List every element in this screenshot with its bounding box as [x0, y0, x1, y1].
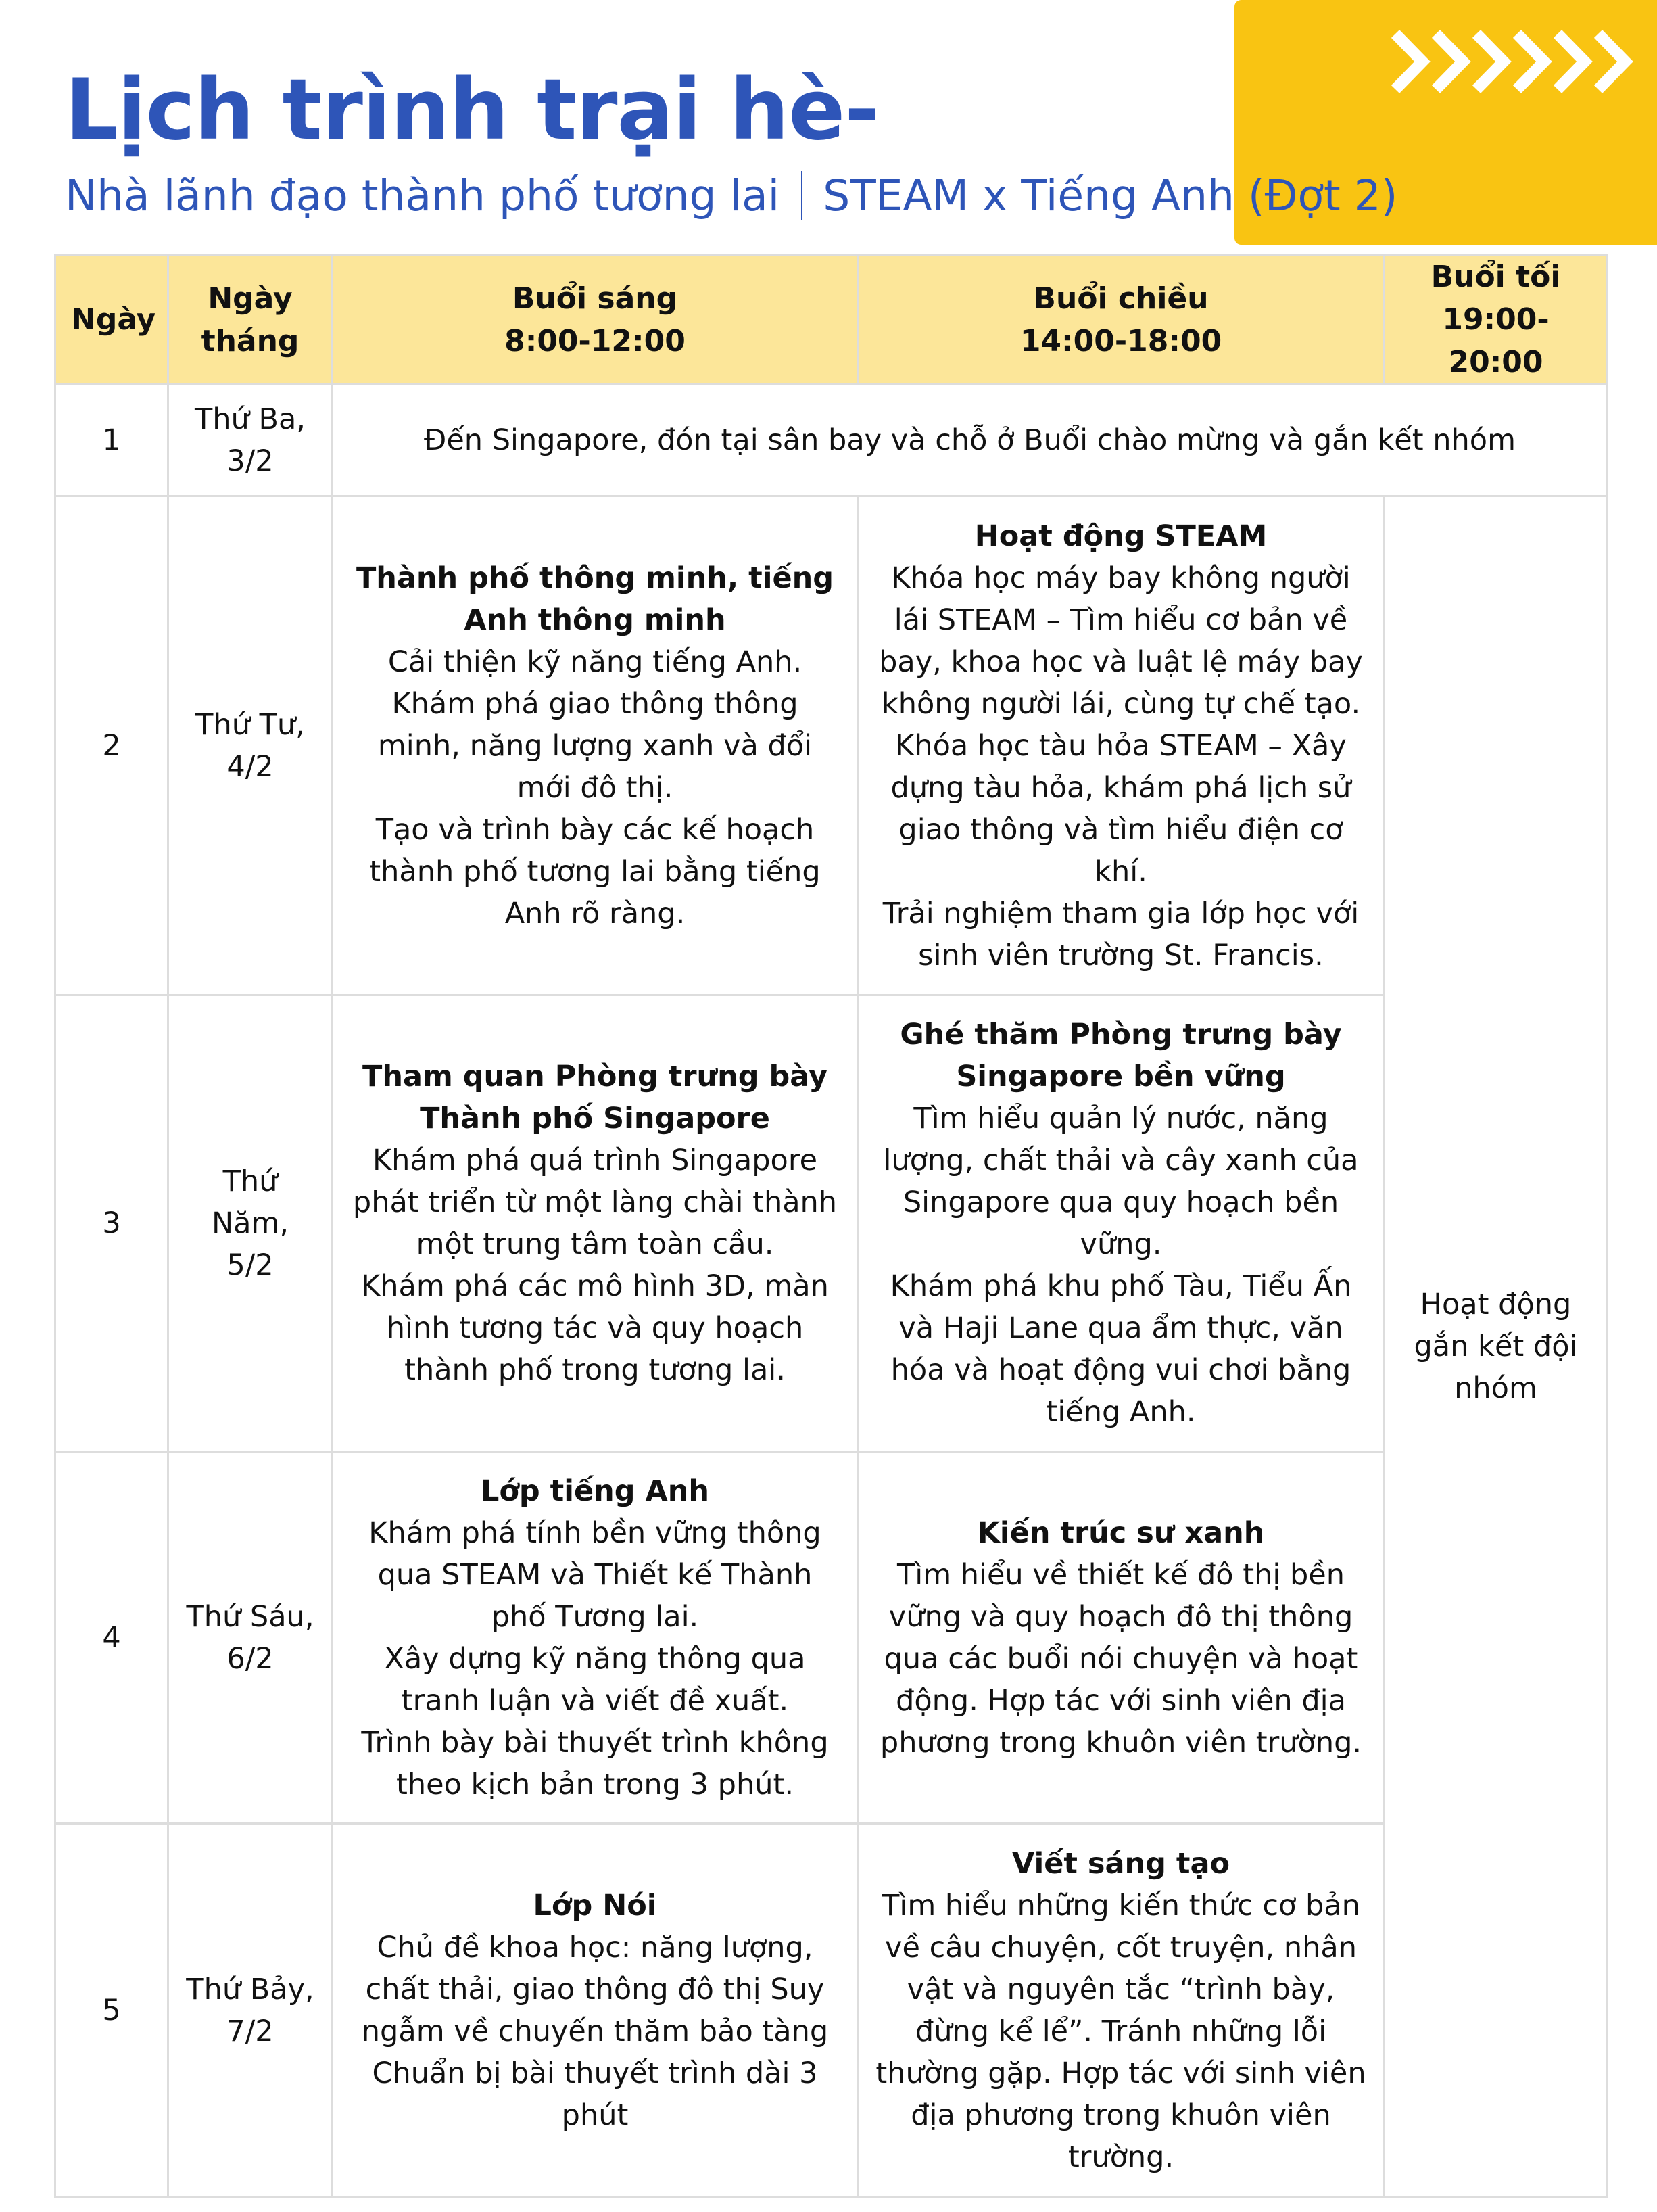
activity-line: Khóa học máy bay không người lái STEAM – Tìm hiểu cơ bản về bay, khoa học và luật lệ máy bay không người lái, cùng tự chế tạo.	[879, 561, 1363, 721]
activity-title: Lớp tiếng Anh	[480, 1474, 710, 1508]
afternoon-activity	[858, 1452, 1385, 1824]
header-day: Ngày	[55, 255, 168, 385]
page-title: Lịch trình trại hè-	[65, 62, 879, 159]
day-number: 2	[55, 496, 168, 995]
header-evening: Buổi tối 19:00-20:00	[1385, 255, 1608, 385]
activity-line: Trải nghiệm tham gia lớp học với sinh viên trường St. Francis.	[882, 896, 1360, 972]
day-number: 1	[55, 385, 168, 496]
morning-activity	[333, 496, 858, 995]
activity-line: Khám phá tính bền vững thông qua STEAM và Thiết kế Thành phố Tương lai.	[368, 1515, 821, 1634]
afternoon-activity	[858, 995, 1385, 1452]
day-number: 5	[55, 1824, 168, 2197]
table-row	[55, 496, 1608, 995]
subtitle-track: STEAM x Tiếng Anh (Đợt 2)	[823, 171, 1398, 220]
activity-line: Cải thiện kỹ năng tiếng Anh.	[387, 644, 802, 679]
activity-line: Tìm hiểu về thiết kế đô thị bền vững và quy hoạch đô thị thông qua các buổi nói chuyện và hoạt động. Hợp tác với sinh viên địa phương trong khuôn viên trường.	[880, 1557, 1362, 1760]
full-day-activity: Đến Singapore, đón tại sân bay và chỗ ở Buổi chào mừng và gắn kết nhóm	[333, 385, 1608, 496]
activity-line: Tìm hiểu những kiến thức cơ bản về câu chuyện, cốt truyện, nhân vật và nguyên tắc “trình bày, đừng kể lể”. Tránh những lỗi thường gặp. Hợp tác với sinh viên địa phương trong khuôn viên trường.	[875, 1888, 1366, 2174]
subtitle-divider	[801, 171, 802, 220]
activity-line: Khám phá giao thông thông minh, năng lượng xanh và đổi mới đô thị.	[377, 686, 813, 805]
table-row	[55, 1824, 1608, 2197]
day-date: Thứ Năm, 5/2	[168, 995, 333, 1452]
day-number: 4	[55, 1452, 168, 1824]
afternoon-activity	[858, 496, 1385, 995]
table-row	[55, 995, 1608, 1452]
activity-line: Khám phá quá trình Singapore phát triển từ một làng chài thành một trung tâm toàn cầu.	[352, 1144, 838, 1261]
afternoon-activity	[858, 1824, 1385, 2197]
chevron-arrows-icon	[1391, 24, 1657, 99]
table-header-row	[55, 255, 1608, 385]
subtitle-program: Nhà lãnh đạo thành phố tương lai	[65, 171, 780, 220]
activity-line: Tạo và trình bày các kế hoạch thành phố tương lai bằng tiếng Anh rõ ràng.	[369, 812, 821, 931]
schedule-table	[54, 254, 1608, 2198]
header-date: Ngày tháng	[168, 255, 333, 385]
activity-line: Trình bày bài thuyết trình không theo kịch bản trong 3 phút.	[361, 1725, 829, 1802]
evening-activity: Hoạt động gắn kết đội nhóm	[1385, 496, 1608, 2197]
activity-line: Tìm hiểu quản lý nước, năng lượng, chất thải và cây xanh của Singapore qua quy hoạch bền vững.	[883, 1102, 1359, 1261]
activity-line: Khóa học tàu hỏa STEAM – Xây dựng tàu hỏa, khám phá lịch sử giao thông và tìm hiểu điện cơ khí.	[890, 728, 1351, 889]
activity-title: Thành phố thông minh, tiếng Anh thông minh	[356, 561, 834, 637]
morning-activity	[333, 1824, 858, 2197]
morning-activity	[333, 995, 858, 1452]
table-row	[55, 1452, 1608, 1824]
activity-title: Hoạt động STEAM	[974, 519, 1268, 553]
header-afternoon: Buổi chiều 14:00-18:00	[858, 255, 1385, 385]
page-subtitle	[65, 162, 1397, 230]
day-date: Thứ Ba, 3/2	[168, 385, 333, 496]
day-date: Thứ Tư, 4/2	[168, 496, 333, 995]
morning-activity	[333, 1452, 858, 1824]
activity-line: Khám phá khu phố Tàu, Tiểu Ấn và Haji Lane qua ẩm thực, văn hóa và hoạt động vui chơi bằng tiếng Anh.	[890, 1269, 1352, 1429]
header-morning: Buổi sáng 8:00-12:00	[333, 255, 858, 385]
day-date: Thứ Bảy, 7/2	[168, 1824, 333, 2197]
activity-title: Tham quan Phòng trưng bày Thành phố Singapore	[362, 1060, 827, 1135]
activity-line: Xây dựng kỹ năng thông qua tranh luận và viết đề xuất.	[384, 1641, 806, 1718]
activity-line: Khám phá các mô hình 3D, màn hình tương tác và quy hoạch thành phố trong tương lai.	[361, 1269, 829, 1387]
day-date: Thứ Sáu, 6/2	[168, 1452, 333, 1824]
activity-title: Kiến trúc sư xanh	[977, 1515, 1265, 1550]
activity-line: Chủ đề khoa học: năng lượng, chất thải, giao thông đô thị Suy ngẫm về chuyến thăm bảo tàng Chuẩn bị bài thuyết trình dài 3 phút	[361, 1930, 829, 2132]
day-number: 3	[55, 995, 168, 1452]
activity-title: Lớp Nói	[533, 1888, 657, 1923]
activity-title: Ghé thăm Phòng trưng bày Singapore bền vững	[900, 1018, 1342, 1093]
table-row	[55, 385, 1608, 496]
activity-title: Viết sáng tạo	[1011, 1846, 1230, 1881]
